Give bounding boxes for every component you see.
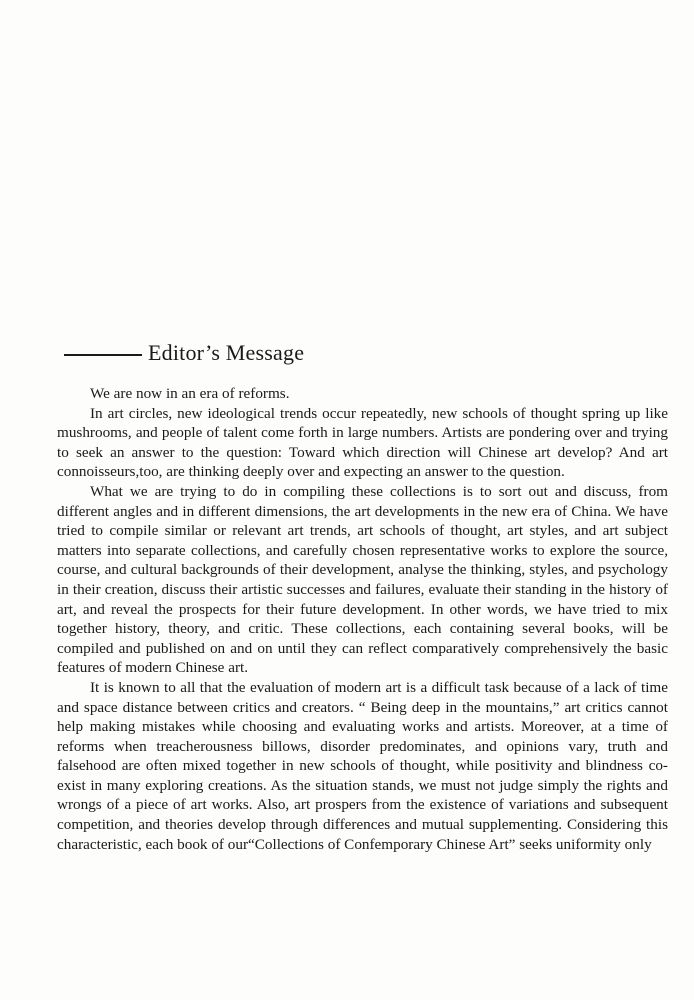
body-text bbox=[57, 384, 668, 854]
paragraph: In art circles, new ideological trends occur repeatedly, new schools of thought spring up like mushrooms, and people of talent come forth in large numbers. Artists are pondering over and trying to seek an answer to the question: Toward which direction will Chinese art develop? And art connoisseurs,too, are thinking deeply over and expecting an answer to the question. bbox=[57, 404, 668, 481]
page-title: Editor’s Message bbox=[148, 340, 305, 365]
paragraph: We are now in an era of reforms. bbox=[90, 385, 290, 402]
section-heading bbox=[64, 340, 304, 366]
heading-rule bbox=[64, 354, 142, 356]
paragraph: It is known to all that the evaluation of modern art is a difficult task because of a lack of time and space distance between critics and creators. “ Being deep in the mountains,” art critics cannot help making mistakes while choosing and evaluating works and artists. Moreover, at a time of reforms when treacherousness billows, disorder predominates, and opinions vary, truth and falsehood are often mixed together in new schools of thought, while positivity and blindness co-exist in many exploring creations. As the situation stands, we must not judge simply the rights and wrongs of a piece of art works. Also, art prospers from the existence of variations and subsequent competition, and theories develop through differences and mutual supplementing. Considering this characteristic, each book of our“Collections of Confemporary Chinese Art” seeks uniformity only bbox=[57, 678, 668, 853]
paragraph: What we are trying to do in compiling these collections is to sort out and discuss, from different angles and in different dimensions, the art developments in the new era of China. We have tried to compile similar or relevant art trends, art schools of thought, art styles, and art subject matters into separate collections, and carefully chosen representative works to explore the source, course, and cultural backgrounds of their development, analyse the thinking, styles, and psychology in their creation, discuss their artistic successes and failures, evaluate their standing in the history of art, and reveal the prospects for their future development. In other words, we have tried to mix together history, theory, and critic. These collections, each containing several books, will be compiled and published on and on until they can reflect comparatively comprehensively the basic features of modern Chinese art. bbox=[57, 482, 668, 677]
